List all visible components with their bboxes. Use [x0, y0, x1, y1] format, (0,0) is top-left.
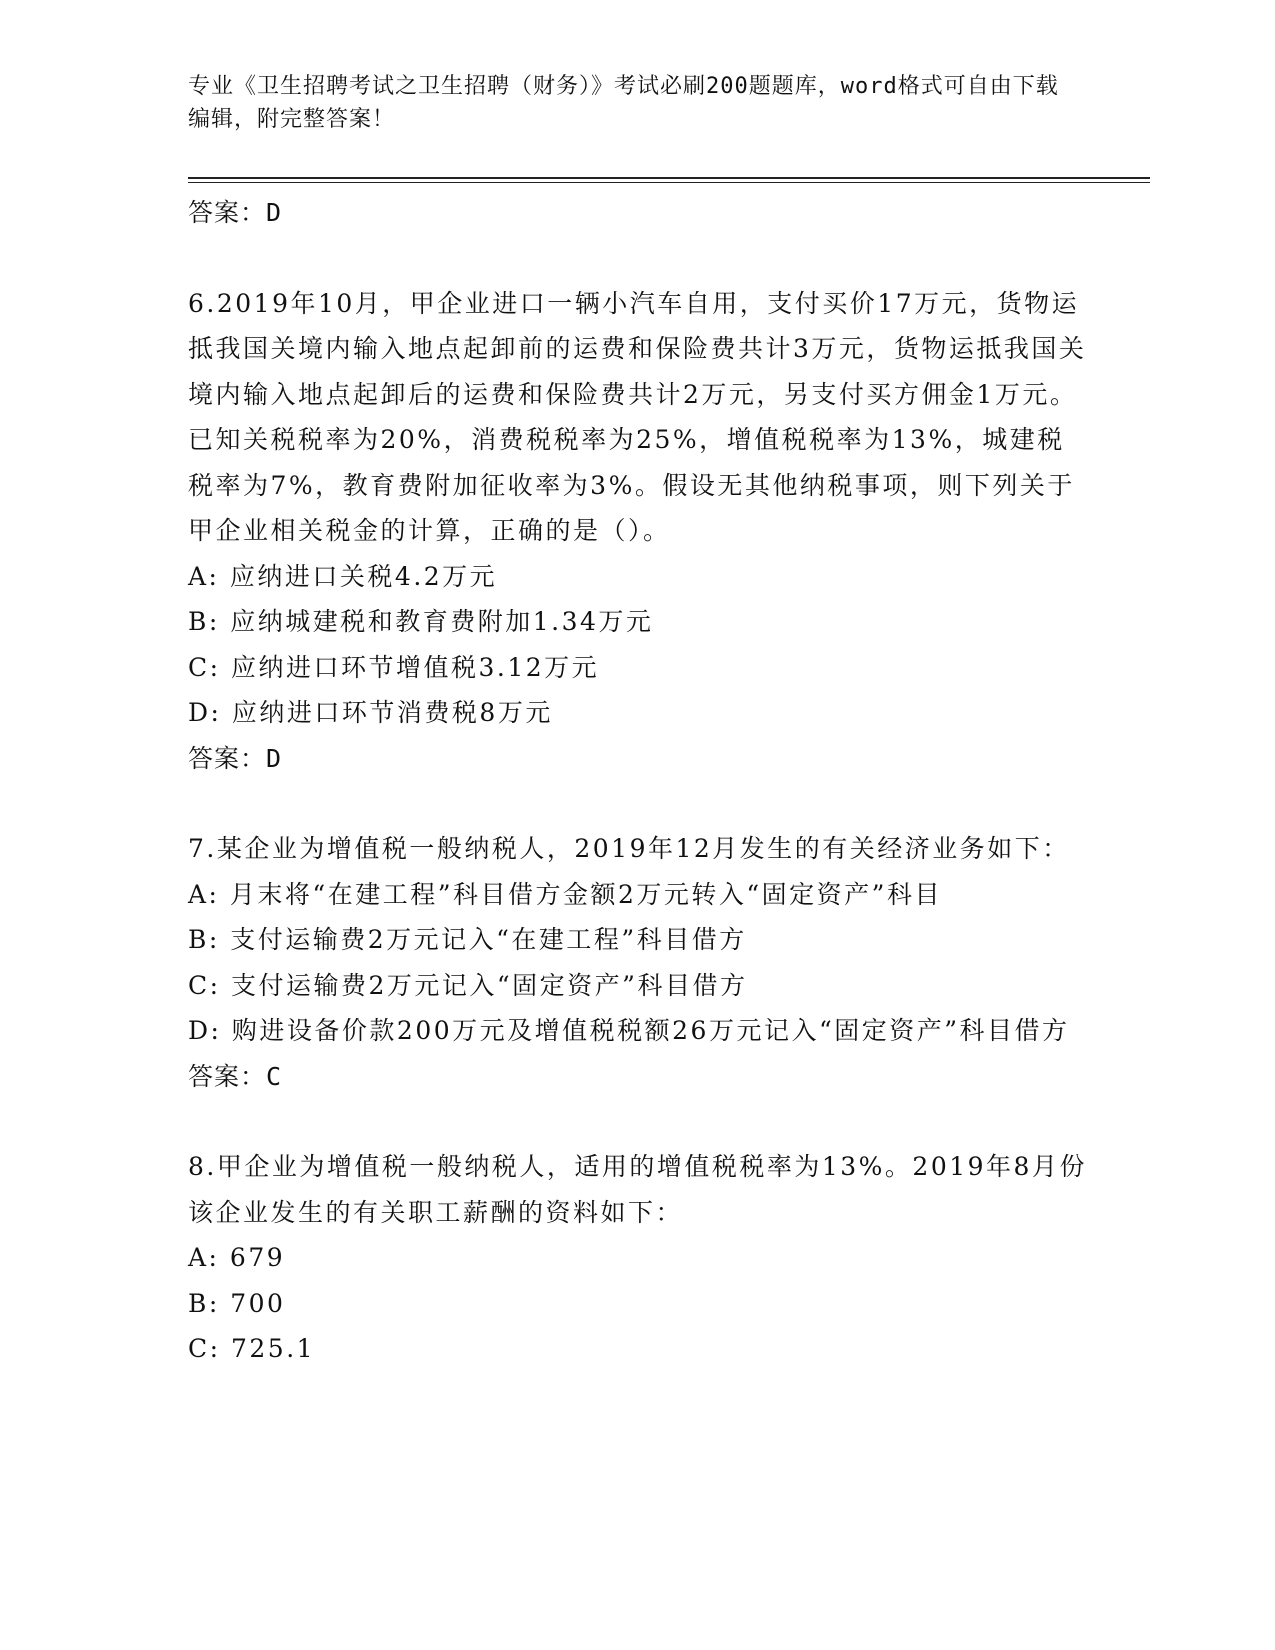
- question-text-8: 8.甲企业为增值税一般纳税人，适用的增值税税率为13%。2019年8月份该企业发生的有关职工薪酬的资料如下：: [188, 1152, 1087, 1227]
- answer-7: 答案：C: [188, 1061, 283, 1091]
- page-header: 专业《卫生招聘考试之卫生招聘（财务）》考试必刷200题题库，word格式可自由下载编辑，附完整答案！: [188, 74, 1059, 132]
- option-8a: A: 679: [188, 1243, 286, 1272]
- option-6a: A: 应纳进口关税4.2万元: [188, 561, 498, 591]
- option-8b: B: 700: [188, 1288, 286, 1318]
- question-text-7: 7.某企业为增值税一般纳税人，2019年12月发生的有关经济业务如下：: [188, 834, 1070, 863]
- option-8c: C: 725.1: [188, 1334, 316, 1363]
- option-6b: B: 应纳城建税和教育费附加1.34万元: [188, 607, 654, 636]
- answer-6: 答案：D: [188, 743, 283, 773]
- question-block-6: [188, 281, 1088, 782]
- question-block-8: [188, 1144, 1088, 1372]
- header-rule-thick: [188, 177, 1150, 179]
- answer-5: 答案：D: [188, 198, 283, 227]
- option-7c: C: 支付运输费2万元记入“固定资产”科目借方: [188, 970, 748, 1000]
- option-7d: D: 购进设备价款200万元及增值税税额26万元记入“固定资产”科目借方: [188, 1016, 1070, 1045]
- question-block-7: [188, 826, 1088, 1099]
- option-6c: C: 应纳进口环节增值税3.12万元: [188, 652, 600, 682]
- header-rule-thin: [188, 182, 1150, 183]
- option-7b: B: 支付运输费2万元记入“在建工程”科目借方: [188, 925, 747, 954]
- option-7a: A: 月末将“在建工程”科目借方金额2万元转入“固定资产”科目: [188, 879, 942, 909]
- document-body: [188, 190, 1088, 1372]
- option-6d: D: 应纳进口环节消费税8万元: [188, 698, 553, 727]
- question-text-6: 6.2019年10月，甲企业进口一辆小汽车自用，支付买价17万元，货物运抵我国关境内输入地点起卸前的运费和保险费共计3万元，货物运抵我国关境内输入地点起卸后的运费和保险费共计2万元，另支付买方佣金1万元。已知关税税率为20%，消费税税率为25%，增值税税率为13%，城建税税率为7%，教育费附加征收率为3%。假设无其他纳税事项，则下列关于甲企业相关税金的计算，正确的是（）。: [188, 288, 1087, 545]
